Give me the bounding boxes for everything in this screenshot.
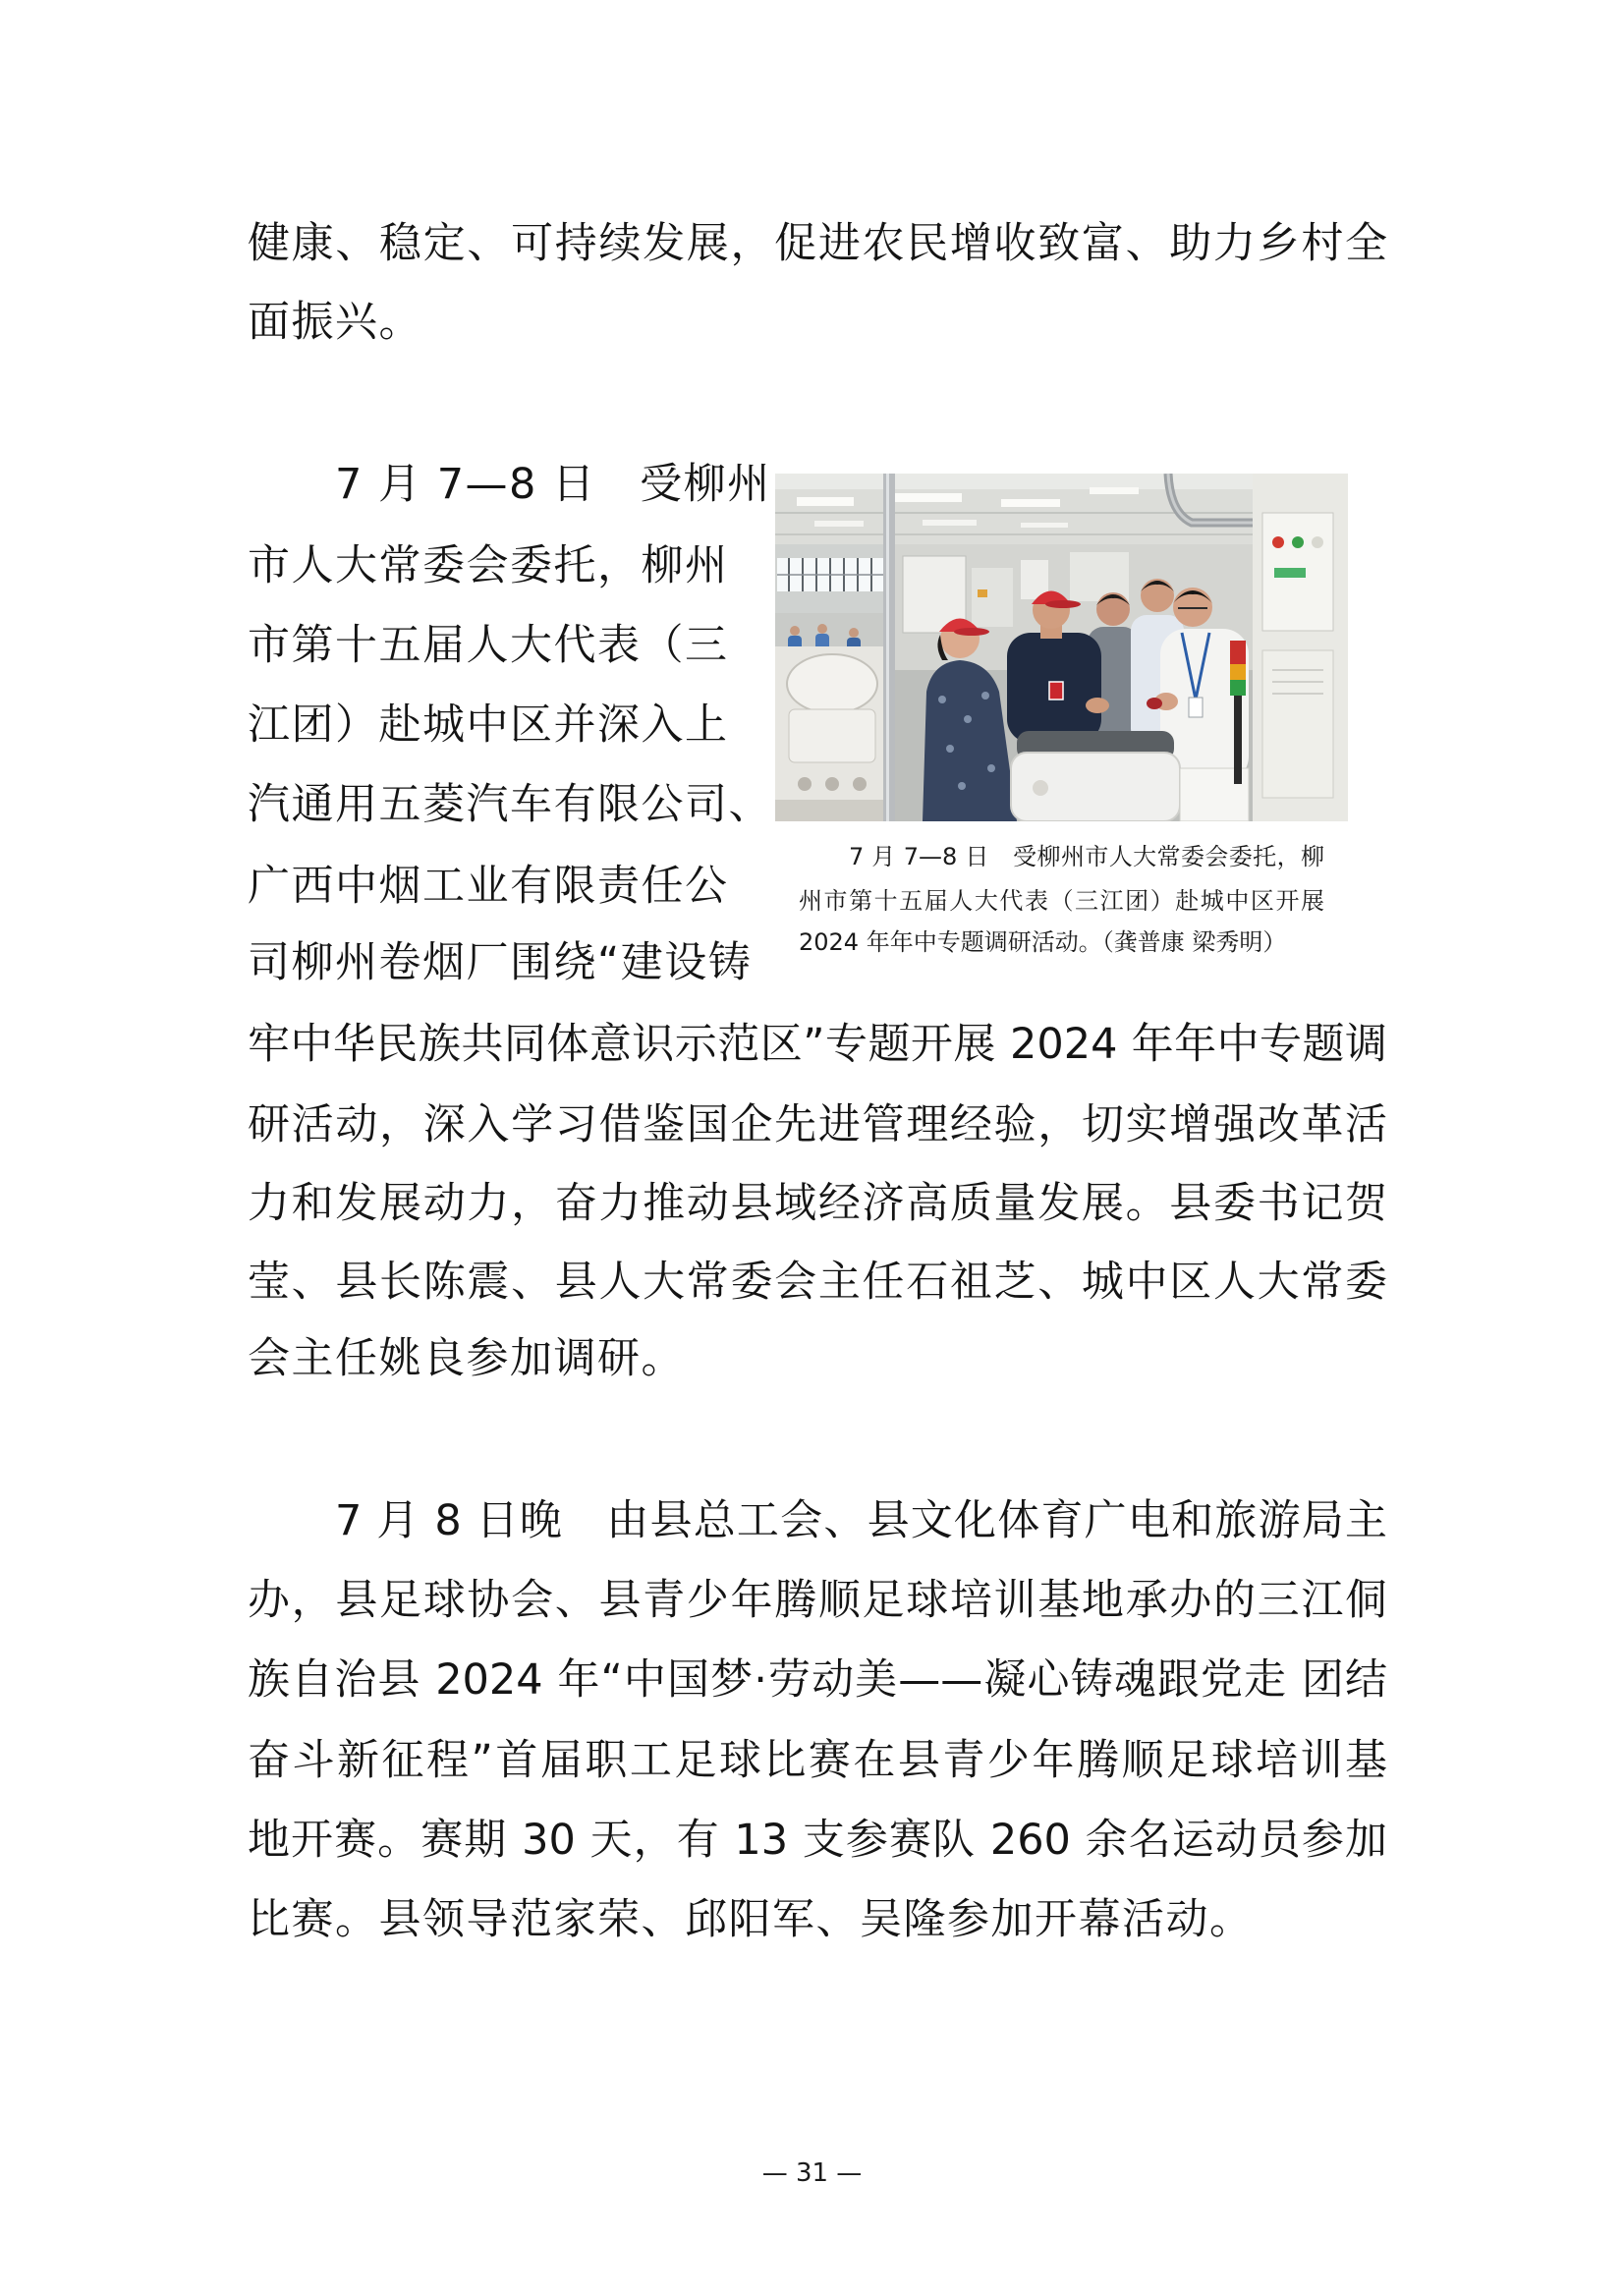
caption-line: 7 月 7—8 日 受柳州市人大常委会委托，柳 [849, 843, 1324, 870]
body-text-line: 地开赛。赛期 30 天，有 13 支参赛队 260 余名运动员参加 [248, 1816, 1387, 1865]
body-text-line: 牢中华民族共同体意识示范区”专题开展 2024 年年中专题调 [248, 1020, 1387, 1069]
control-cabinet [1253, 474, 1348, 821]
windows [775, 544, 885, 613]
caption-line: 州市第十五届人大代表（三江团）赴城中区开展 [799, 887, 1324, 915]
body-text-line: 7 月 8 日晚 由县总工会、县文化体育广电和旅游局主 [335, 1496, 1387, 1545]
aluminum-pole [883, 474, 895, 821]
test-bench [1011, 731, 1180, 821]
caption-line: 2024 年年中专题调研活动。（龚普康 梁秀明） [799, 928, 1287, 956]
body-text-line: 办，县足球协会、县青少年腾顺足球培训基地承办的三江侗 [248, 1576, 1387, 1625]
body-text-line: 比赛。县领导范家荣、邱阳军、吴隆参加开幕活动。 [248, 1895, 1254, 1944]
body-text-line: 面振兴。 [248, 298, 422, 347]
body-text-line: 健康、稳定、可持续发展，促进农民增收致富、助力乡村全 [248, 219, 1387, 268]
body-text-line: 会主任姚良参加调研。 [248, 1334, 685, 1383]
body-text-line: 研活动，深入学习借鉴国企先进管理经验，切实增强改革活 [248, 1100, 1387, 1149]
page-number: — 31 — [761, 2158, 863, 2188]
robot-arm-machine [775, 646, 885, 821]
body-text-line: 广西中烟工业有限责任公 [248, 862, 729, 911]
body-text-line: 汽通用五菱汽车有限公司、 [248, 780, 772, 829]
body-text-line: 江团）赴城中区并深入上 [248, 700, 729, 750]
body-text-line: 族自治县 2024 年“中国梦·劳动美——凝心铸魂跟党走 团结 [248, 1655, 1387, 1705]
body-text-line: 莹、县长陈震、县人大常委会主任石祖芝、城中区人大常委 [248, 1258, 1387, 1307]
body-text-line: 司柳州卷烟厂围绕“建设铸 [248, 938, 753, 987]
body-text-line: 奋斗新征程”首届职工足球比赛在县青少年腾顺足球培训基 [248, 1736, 1387, 1785]
photo-scene [775, 474, 1348, 821]
figure-photo [775, 474, 1348, 821]
body-text-line: 力和发展动力，奋力推动县域经济高质量发展。县委书记贺 [248, 1179, 1387, 1228]
body-text-line: 市第十五届人大代表（三 [248, 621, 729, 670]
body-text-line: 市人大常委会委托，柳州 [248, 541, 729, 590]
body-text-line: 7 月 7—8 日 受柳州 [335, 460, 771, 509]
